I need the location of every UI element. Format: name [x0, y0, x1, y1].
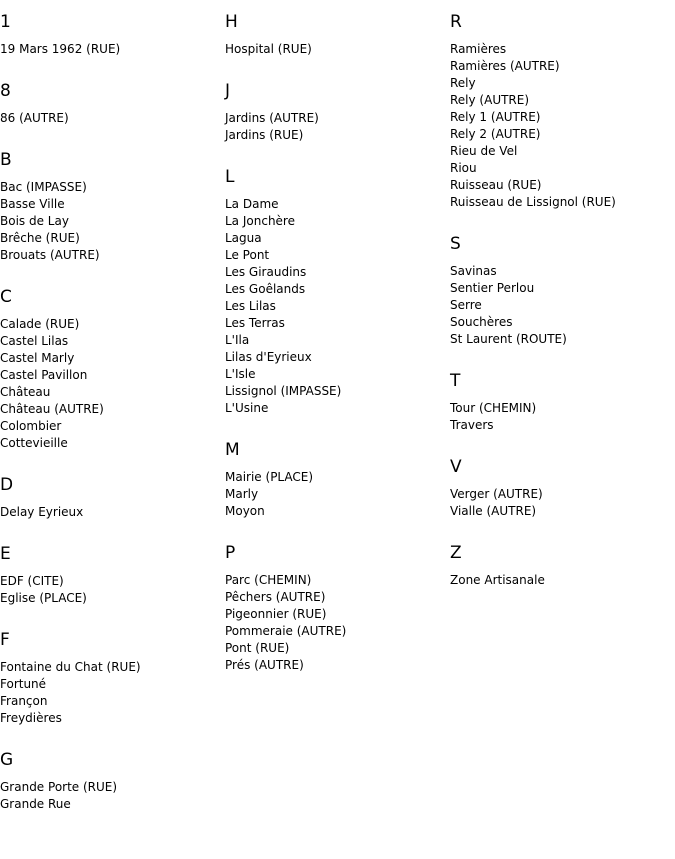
street-link[interactable]: Vialle (AUTRE) — [450, 504, 537, 518]
letter-heading: P — [225, 543, 236, 563]
street-link[interactable]: L'Isle — [225, 367, 256, 381]
street-link[interactable]: Marly — [225, 487, 259, 501]
street-link[interactable]: Castel Marly — [0, 351, 75, 365]
letter-heading: V — [450, 457, 462, 477]
street-list — [225, 196, 450, 417]
street-link[interactable]: Château — [0, 385, 51, 399]
letter-heading: G — [0, 750, 14, 770]
street-link[interactable]: Jardins (RUE) — [225, 128, 304, 142]
letter-group — [225, 11, 450, 58]
street-link[interactable]: Bac (IMPASSE) — [0, 180, 87, 194]
street-link[interactable]: La Jonchère — [225, 214, 295, 228]
street-link[interactable]: La Dame — [225, 197, 279, 211]
street-link[interactable]: 19 Mars 1962 (RUE) — [0, 42, 121, 56]
street-link[interactable]: Jardins (AUTRE) — [225, 111, 319, 125]
street-link[interactable]: Freydières — [0, 711, 62, 725]
letter-group — [450, 233, 675, 348]
street-link[interactable]: Parc (CHEMIN) — [225, 573, 312, 587]
letter-heading: H — [225, 12, 238, 32]
street-link[interactable]: Cottevieille — [0, 436, 68, 450]
street-link[interactable]: St Laurent (ROUTE) — [450, 332, 567, 346]
index-column-1 — [0, 0, 225, 813]
street-link[interactable]: Hospital (RUE) — [225, 42, 312, 56]
street-link[interactable]: Grande Porte (RUE) — [0, 780, 118, 794]
street-link[interactable]: Castel Lilas — [0, 334, 69, 348]
letter-group — [225, 80, 450, 144]
street-link[interactable]: Lissignol (IMPASSE) — [225, 384, 342, 398]
street-link[interactable]: Grande Rue — [0, 797, 71, 811]
street-link[interactable]: Brouats (AUTRE) — [0, 248, 100, 262]
street-link[interactable]: Ruisseau de Lissignol (RUE) — [450, 195, 616, 209]
street-link[interactable]: Pont (RUE) — [225, 641, 290, 655]
street-link[interactable]: Rely — [450, 76, 476, 90]
letter-group — [0, 629, 225, 727]
letter-group — [0, 749, 225, 813]
index-column-2 — [225, 0, 450, 674]
street-link[interactable]: EDF (CITE) — [0, 574, 64, 588]
street-link[interactable]: Château (AUTRE) — [0, 402, 104, 416]
street-link[interactable]: Eglise (PLACE) — [0, 591, 87, 605]
street-link[interactable]: Verger (AUTRE) — [450, 487, 543, 501]
letter-heading: T — [450, 371, 461, 391]
letter-heading: B — [0, 150, 12, 170]
letter-heading: Z — [450, 543, 462, 563]
letter-group — [225, 166, 450, 417]
street-link[interactable]: Ramières (AUTRE) — [450, 59, 560, 73]
street-link[interactable]: Pêchers (AUTRE) — [225, 590, 326, 604]
letter-group — [225, 542, 450, 674]
street-link[interactable]: Basse Ville — [0, 197, 65, 211]
street-link[interactable]: Tour (CHEMIN) — [450, 401, 537, 415]
letter-group — [450, 542, 675, 589]
street-link[interactable]: Françon — [0, 694, 48, 708]
letter-heading: S — [450, 234, 461, 254]
street-link[interactable]: Mairie (PLACE) — [225, 470, 314, 484]
street-link[interactable]: Ramières — [450, 42, 507, 56]
street-link[interactable]: Les Goêlands — [225, 282, 306, 296]
street-link[interactable]: Colombier — [0, 419, 62, 433]
street-link[interactable]: Sentier Perlou — [450, 281, 535, 295]
street-list — [450, 41, 675, 211]
street-list — [450, 263, 675, 348]
street-list — [0, 573, 225, 607]
street-list — [0, 41, 225, 58]
street-link[interactable]: Zone Artisanale — [450, 573, 545, 587]
letter-group — [225, 439, 450, 520]
letter-heading: M — [225, 440, 240, 460]
letter-heading: J — [225, 81, 231, 101]
street-list — [0, 316, 225, 452]
letter-group — [0, 543, 225, 607]
street-link[interactable]: Calade (RUE) — [0, 317, 80, 331]
street-list — [0, 504, 225, 521]
letter-heading: E — [0, 544, 11, 564]
street-link[interactable]: Travers — [450, 418, 494, 432]
street-link[interactable]: Prés (AUTRE) — [225, 658, 304, 672]
street-list — [450, 400, 675, 434]
street-list — [0, 110, 225, 127]
letter-heading: 1 — [0, 12, 11, 32]
letter-heading: R — [450, 12, 462, 32]
street-list — [0, 779, 225, 813]
letter-group — [450, 370, 675, 434]
street-link[interactable]: Pigeonnier (RUE) — [225, 607, 327, 621]
letter-heading: F — [0, 630, 10, 650]
street-link[interactable]: Les Giraudins — [225, 265, 307, 279]
street-link[interactable]: Pommeraie (AUTRE) — [225, 624, 347, 638]
street-link[interactable]: Le Pont — [225, 248, 270, 262]
letter-group — [0, 80, 225, 127]
street-link[interactable]: Rieu de Vel — [450, 144, 518, 158]
street-list — [0, 659, 225, 727]
street-link[interactable]: L'Ila — [225, 333, 250, 347]
street-link[interactable]: Ruisseau (RUE) — [450, 178, 542, 192]
street-list — [225, 469, 450, 520]
street-link[interactable]: Fortuné — [0, 677, 47, 691]
street-link[interactable]: Brêche (RUE) — [0, 231, 80, 245]
street-list — [225, 110, 450, 144]
letter-heading: C — [0, 287, 12, 307]
street-link[interactable]: Les Lilas — [225, 299, 276, 313]
street-link[interactable]: Rely 1 (AUTRE) — [450, 110, 541, 124]
street-link[interactable]: Fontaine du Chat (RUE) — [0, 660, 141, 674]
street-link[interactable]: Riou — [450, 161, 477, 175]
street-list — [225, 41, 450, 58]
street-link[interactable]: Lilas d'Eyrieux — [225, 350, 312, 364]
letter-heading: D — [0, 475, 14, 495]
street-list — [450, 572, 675, 589]
letter-heading: 8 — [0, 81, 11, 101]
street-link[interactable]: L'Usine — [225, 401, 269, 415]
index-column-3 — [450, 0, 675, 589]
letter-heading: L — [225, 167, 235, 187]
letter-group — [450, 11, 675, 211]
street-link[interactable]: Souchères — [450, 315, 513, 329]
letter-group — [450, 456, 675, 520]
street-link[interactable]: Lagua — [225, 231, 262, 245]
street-link[interactable]: Les Terras — [225, 316, 285, 330]
street-list — [225, 572, 450, 674]
street-link[interactable]: Bois de Lay — [0, 214, 69, 228]
street-link[interactable]: Serre — [450, 298, 482, 312]
letter-group — [0, 286, 225, 452]
street-link[interactable]: Rely 2 (AUTRE) — [450, 127, 541, 141]
street-list — [0, 179, 225, 264]
street-link[interactable]: Moyon — [225, 504, 265, 518]
street-link[interactable]: Savinas — [450, 264, 497, 278]
street-link[interactable]: 86 (AUTRE) — [0, 111, 69, 125]
letter-group — [0, 11, 225, 58]
street-link[interactable]: Castel Pavillon — [0, 368, 88, 382]
letter-group — [0, 474, 225, 521]
letter-group — [0, 149, 225, 264]
street-link[interactable]: Rely (AUTRE) — [450, 93, 530, 107]
street-list — [450, 486, 675, 520]
street-link[interactable]: Delay Eyrieux — [0, 505, 84, 519]
